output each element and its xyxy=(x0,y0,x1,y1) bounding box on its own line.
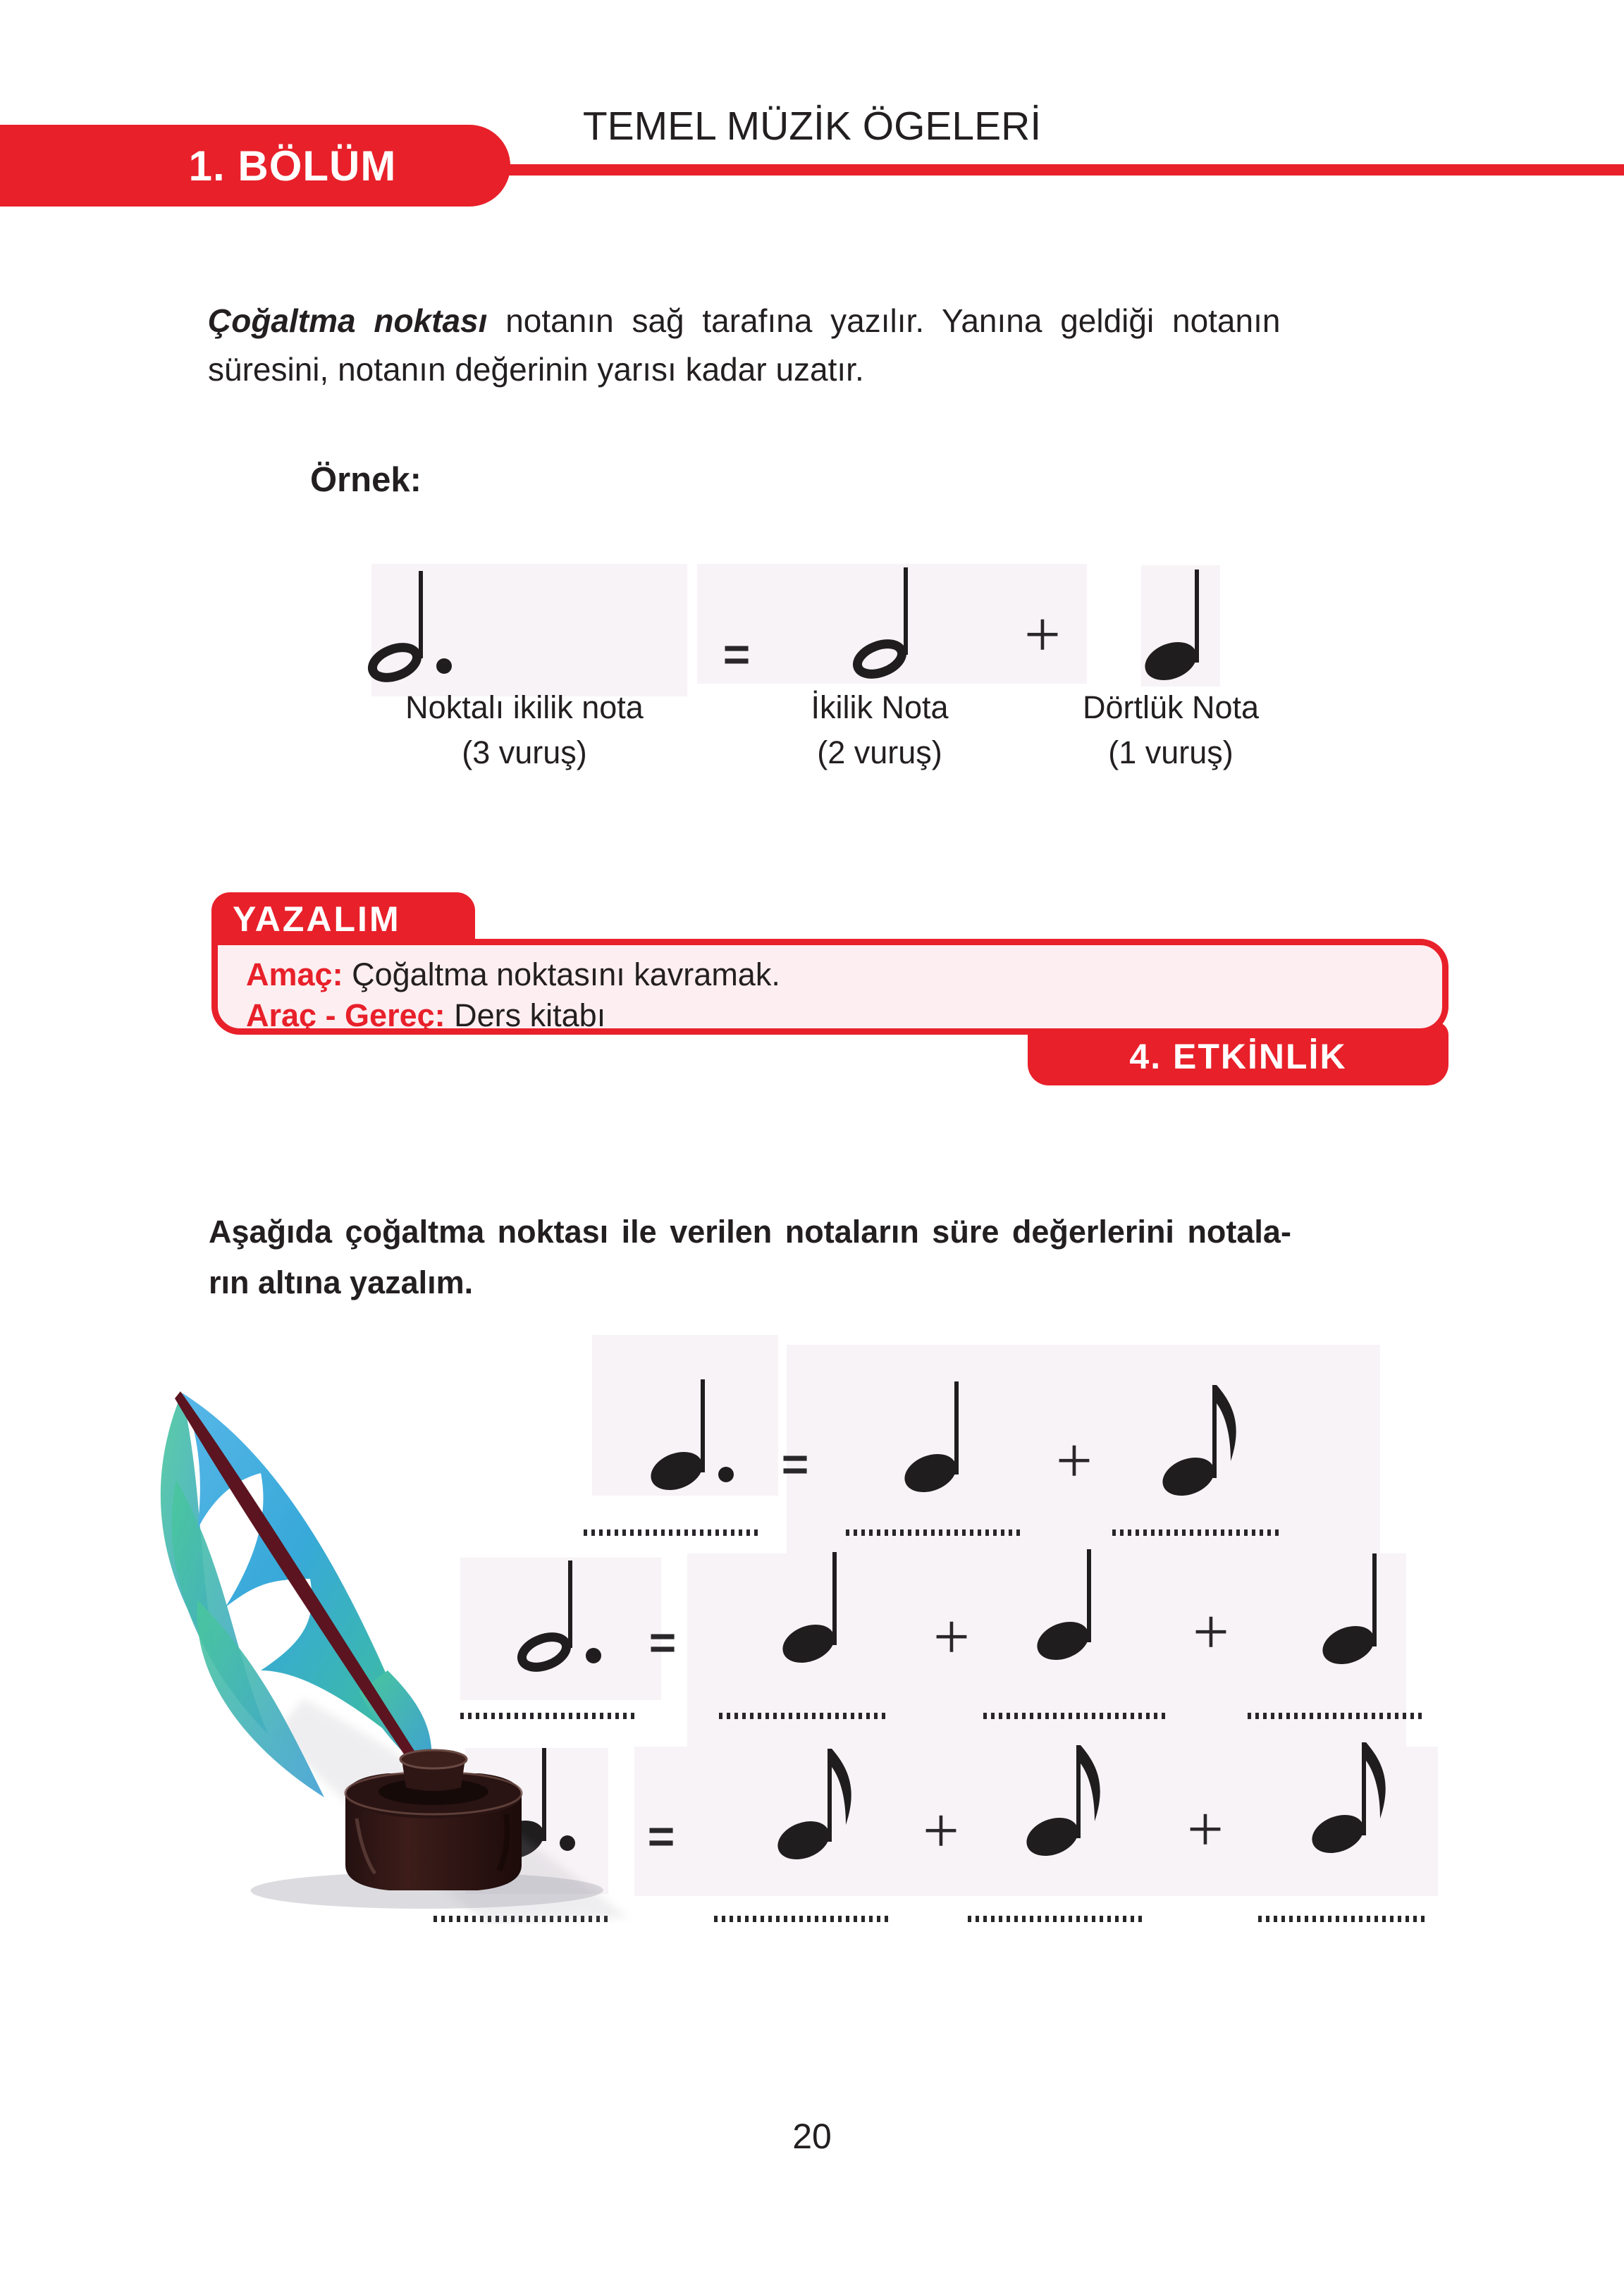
quarter-note-icon xyxy=(1026,1529,1132,1667)
amac-text: Çoğaltma noktasını kavramak. xyxy=(343,956,780,992)
plus-sign: + xyxy=(923,1795,959,1866)
plus-sign: + xyxy=(1187,1793,1224,1865)
quarter-note-icon xyxy=(1134,550,1240,687)
quarter-note-icon xyxy=(894,1362,999,1499)
eighth-note-icon xyxy=(1152,1365,1257,1503)
amac-label: Amaç: xyxy=(246,956,343,992)
answer-line xyxy=(983,1713,1169,1719)
example-label: Dörtlük Nota xyxy=(1082,689,1260,725)
page-number: 20 xyxy=(792,2117,832,2156)
arac-gerec-label: Araç - Gereç: xyxy=(246,997,445,1033)
answer-line xyxy=(719,1713,888,1719)
eighth-note-icon xyxy=(1016,1725,1121,1863)
intro-paragraph-line1 xyxy=(208,302,1448,340)
task-instruction-line2: rın altına yazalım. xyxy=(209,1264,474,1300)
equals-sign: = xyxy=(648,1616,677,1668)
header-rule xyxy=(486,164,1624,176)
chapter-banner-label: 1. BÖLÜM xyxy=(188,142,397,190)
example-label: İkilik Nota xyxy=(811,689,949,725)
dotted-half-note-icon xyxy=(358,551,464,689)
answer-line xyxy=(968,1916,1142,1922)
intro-paragraph-line2: süresini, notanın değerinin yarısı kadar uzatır. xyxy=(208,351,864,388)
answer-line xyxy=(1248,1713,1422,1719)
quarter-note-icon xyxy=(772,1532,878,1670)
intro-lead-term: Çoğaltma noktası xyxy=(208,302,488,339)
example-heading: Örnek: xyxy=(310,461,422,499)
arac-gerec-row xyxy=(246,995,1442,1036)
quarter-note-icon xyxy=(1312,1534,1417,1671)
eighth-note-icon xyxy=(767,1729,873,1866)
amac-row xyxy=(246,954,1442,995)
task-instruction-line1: Aşağıda çoğaltma noktası ile verilen notaların süre değerlerini notala- xyxy=(209,1214,1291,1250)
plus-sign: + xyxy=(1056,1424,1093,1496)
plus-sign: + xyxy=(933,1601,970,1673)
arac-gerec-text: Ders kitabı xyxy=(445,997,606,1033)
example-beats: (3 vuruş) xyxy=(462,734,587,770)
plus-sign: + xyxy=(1024,598,1061,670)
answer-line xyxy=(1258,1916,1427,1922)
chapter-banner xyxy=(0,125,510,207)
example-label: Noktalı ikilik nota xyxy=(405,689,644,725)
page-title: TEMEL MÜZİK ÖGELERİ xyxy=(582,104,1042,149)
activity-banner-label: 4. ETKİNLİK xyxy=(1129,1037,1347,1076)
yazalim-tab xyxy=(211,892,475,946)
example-beats: (2 vuruş) xyxy=(817,734,942,770)
intro-line1-rest: notanın sağ tarafına yazılır. Yanına geldiği notanın xyxy=(487,302,1281,339)
plus-sign: + xyxy=(1193,1596,1229,1668)
answer-line xyxy=(714,1916,888,1922)
equals-sign: = xyxy=(647,1810,675,1862)
answer-line xyxy=(1112,1529,1281,1536)
example-beats: (1 vuruş) xyxy=(1108,734,1234,770)
equals-sign: = xyxy=(781,1438,809,1490)
eighth-note-icon xyxy=(1301,1723,1407,1860)
half-note-icon xyxy=(843,548,949,685)
yazalim-panel xyxy=(211,939,1448,1035)
yazalim-tab-label: YAZALIM xyxy=(233,899,401,939)
quill-inkpot-illustration xyxy=(92,1367,726,1924)
equals-sign: = xyxy=(722,628,751,680)
